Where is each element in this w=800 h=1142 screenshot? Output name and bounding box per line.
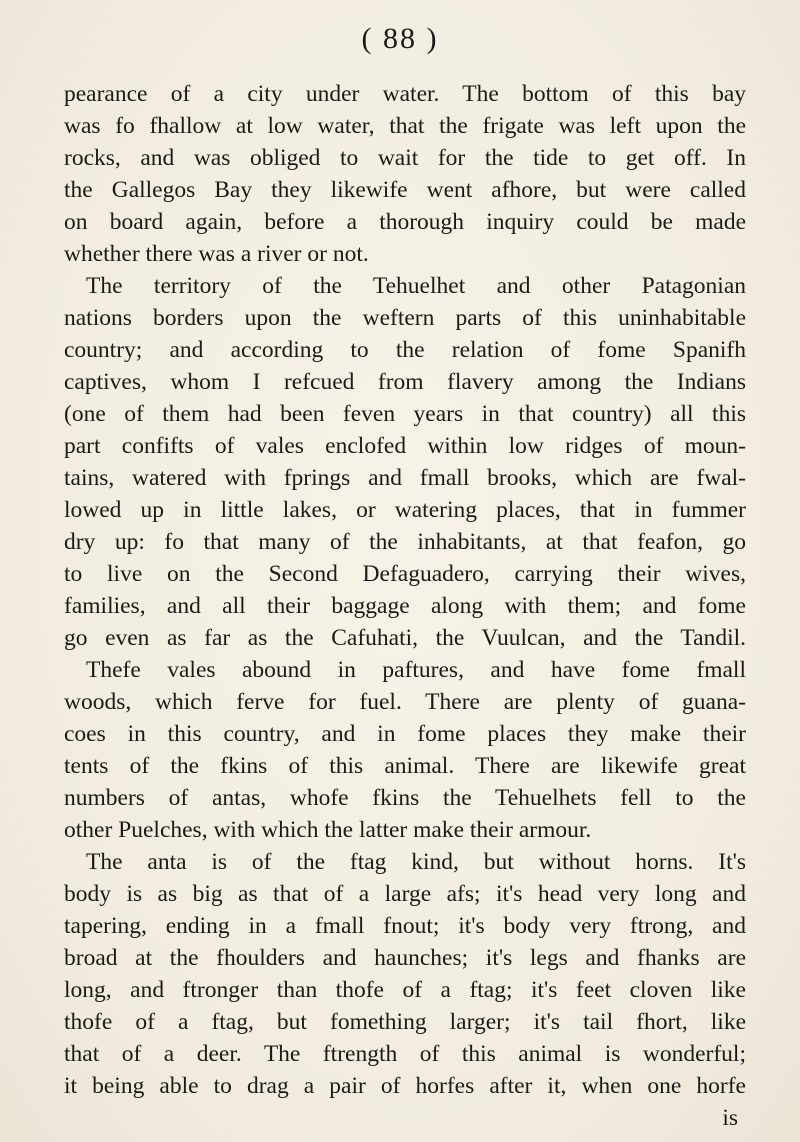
text-line: dry up: fo that many of the inhabitants, at that feafon, go <box>64 529 746 555</box>
text-line: go even as far as the Cafuhati, the Vuulcan, and the Tandil. <box>64 625 746 651</box>
text-line: body is as big as that of a large afs; it's head very long and <box>64 881 746 907</box>
text-line: The anta is of the ftag kind, but without horns. It's <box>86 849 746 875</box>
text-line: numbers of antas, whofe fkins the Tehuelhets fell to the <box>64 785 746 811</box>
text-line: The territory of the Tehuelhet and other Patagonian <box>86 273 746 299</box>
text-line: families, and all their baggage along with them; and fome <box>64 593 746 619</box>
text-line: thofe of a ftag, but fomething larger; it's tail fhort, like <box>64 1009 746 1035</box>
text-line: tapering, ending in a fmall fnout; it's body very ftrong, and <box>64 913 746 939</box>
text-line: coes in this country, and in fome places they make their <box>64 721 746 747</box>
text-line: rocks, and was obliged to wait for the tide to get off. In <box>64 145 746 171</box>
text-line: broad at the fhoulders and haunches; it's legs and fhanks are <box>64 945 746 971</box>
text-line: nations borders upon the weftern parts of this uninhabitable <box>64 305 746 331</box>
text-line: to live on the Second Defaguadero, carrying their wives, <box>64 561 746 587</box>
text-line: was fo fhallow at low water, that the frigate was left upon the <box>64 113 746 139</box>
text-line: part confifts of vales enclofed within low ridges of moun- <box>64 433 746 459</box>
body-text <box>64 78 746 1134</box>
text-line: other Puelches, with which the latter make their armour. <box>64 817 592 843</box>
text-line: (one of them had been feven years in that country) all this <box>64 401 746 427</box>
text-line: pearance of a city under water. The bottom of this bay <box>64 81 746 107</box>
text-line: captives, whom I refcued from flavery among the Indians <box>64 369 746 395</box>
text-line: tents of the fkins of this animal. There are likewife great <box>64 753 746 779</box>
text-line: lowed up in little lakes, or watering places, that in fummer <box>64 497 746 523</box>
text-line: woods, which ferve for fuel. There are plenty of guana- <box>64 689 746 715</box>
catchword: is <box>722 1105 738 1131</box>
text-line: on board again, before a thorough inquiry could be made <box>64 209 746 235</box>
text-line: country; and according to the relation of fome Spanifh <box>64 337 746 363</box>
text-line: that of a deer. The ftrength of this animal is wonderful; <box>64 1041 746 1067</box>
text-line: Thefe vales abound in paftures, and have fome fmall <box>86 657 746 683</box>
page-number: ( 88 ) <box>361 22 439 55</box>
text-line: the Gallegos Bay they likewife went afhore, but were called <box>64 177 746 203</box>
text-line: long, and ftronger than thofe of a ftag; it's feet cloven like <box>64 977 746 1003</box>
text-line: whether there was a river or not. <box>64 241 369 267</box>
text-line: it being able to drag a pair of horfes after it, when one horfe <box>64 1073 746 1099</box>
text-line: tains, watered with fprings and fmall brooks, which are fwal- <box>64 465 746 491</box>
